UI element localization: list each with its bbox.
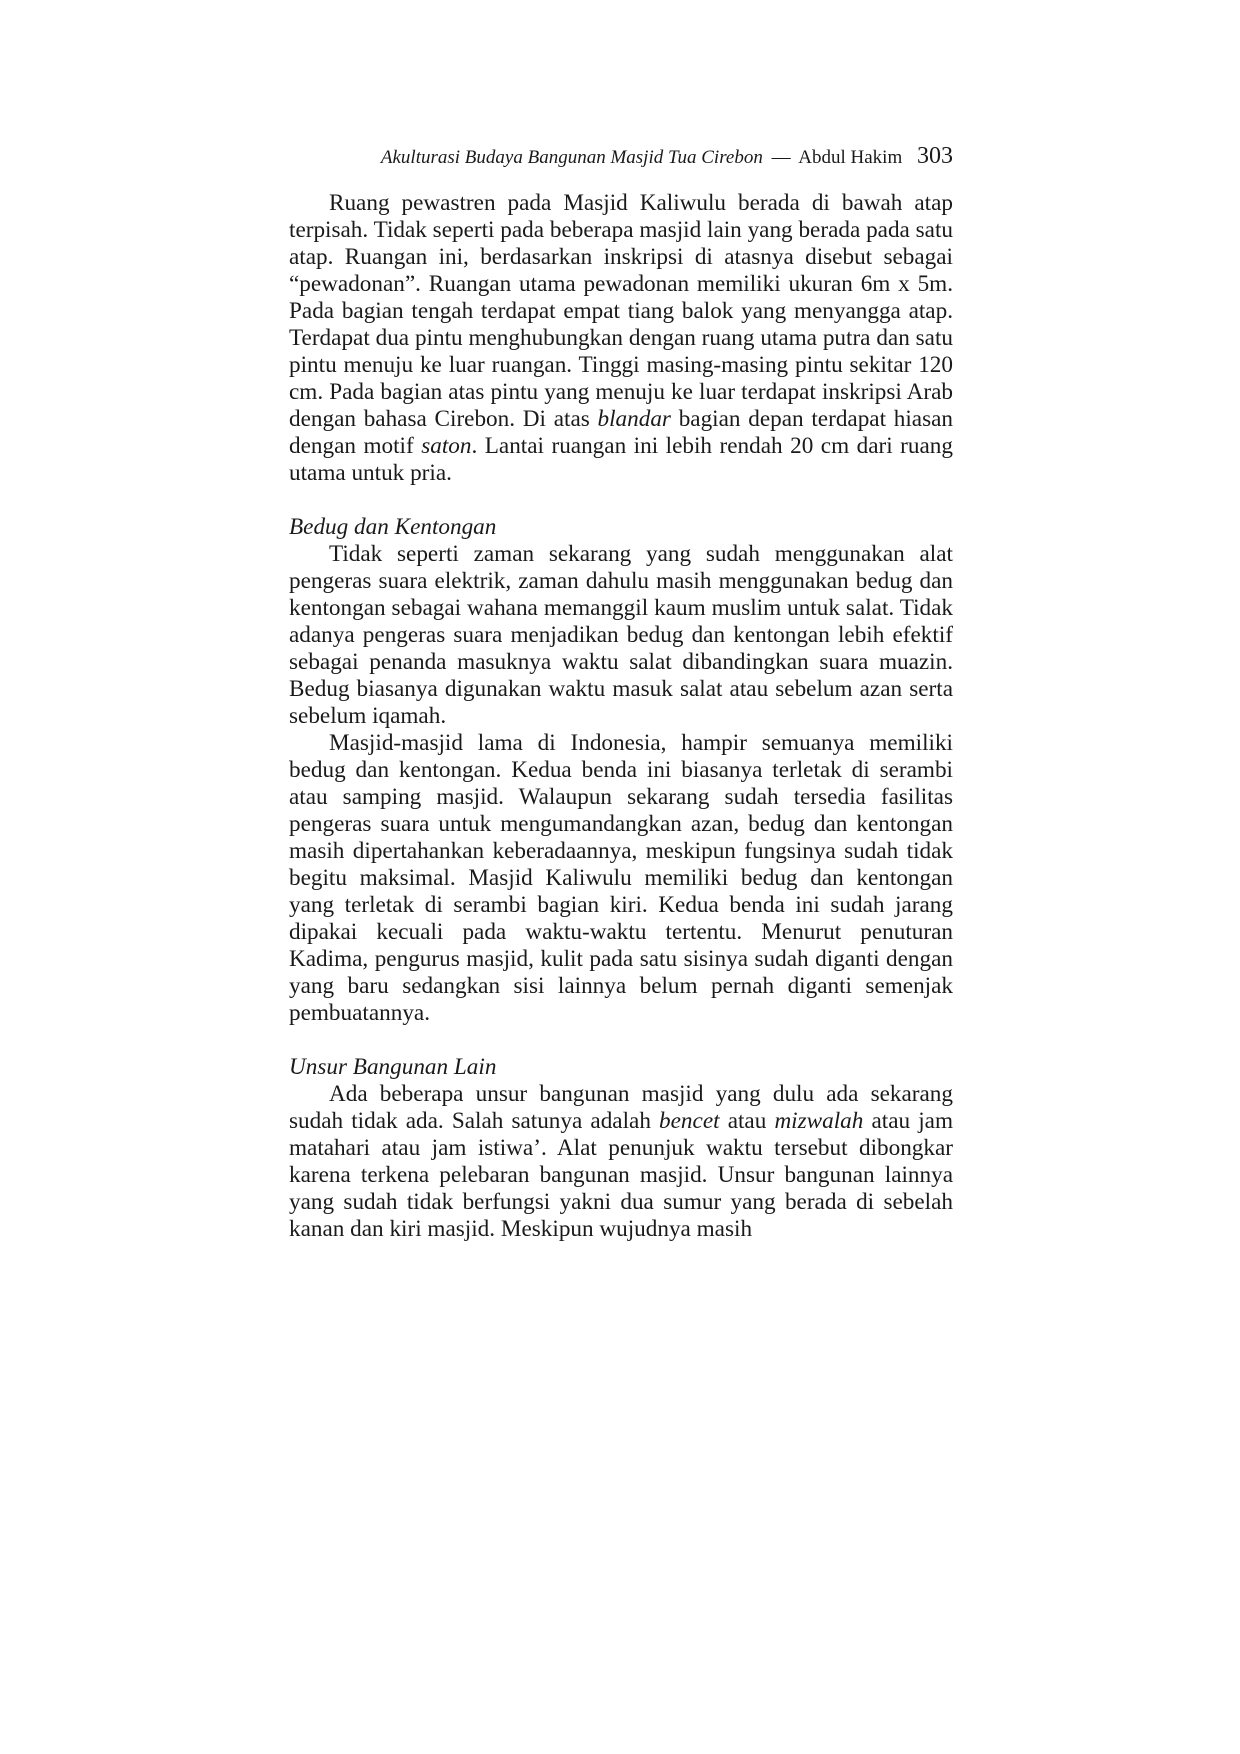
header-dash: — [771, 147, 791, 168]
section-heading-bedug: Bedug dan Kentongan [289, 514, 497, 540]
term-bencet: bencet [659, 1108, 720, 1134]
running-header [289, 136, 953, 176]
term-mizwalah: mizwalah [774, 1108, 864, 1134]
page-number: 303 [917, 143, 953, 169]
section-gap [289, 487, 953, 514]
paragraph-pewastren: Ruang pewastren pada Masjid Kaliwulu berada di bawah atap terpisah. Tidak seperti pada beberapa masjid lain yang berada pada satu atap. Ruangan ini, berdasarkan inskripsi di atasnya disebut sebagai “pewadonan”. Ruangan utama pewadonan memiliki ukuran 6m x 5m. Pada bagian tengah terdapat empat tiang balok yang menyangga atap. Terdapat dua pintu menghubungkan dengan ruang utama putra dan satu pintu menuju ke luar ruangan. Tinggi masing-masing pintu sekitar 120 cm. Pada bagian atas pintu yang menuju ke luar terdapat inskripsi Arab dengan bahasa Cirebon. Di atas blandar bagian depan terdapat hiasan dengan motif saton. Lantai ruangan ini lebih rendah 20 cm dari ruang utama untuk pria. [289, 190, 954, 486]
body-text [289, 190, 953, 1243]
paragraph-unsur: Ada beberapa unsur bangunan masjid yang dulu ada sekarang sudah tidak ada. Salah satunya adalah bencet atau mizwalah atau jam matahari atau jam istiwa’. Alat penunjuk waktu tersebut dibongkar karena terkena pelebaran bangunan masjid. Unsur bangunan lainnya yang sudah tidak berfungsi yakni dua sumur yang berada di sebelah kanan dan kiri masjid. Meskipun wujudnya masih [289, 1081, 953, 1242]
running-title: Akulturasi Budaya Bangunan Masjid Tua Cirebon [380, 147, 763, 168]
section-gap [289, 1027, 953, 1054]
term-blandar: blandar [597, 406, 671, 432]
paragraph-bedug-1: Tidak seperti zaman sekarang yang sudah menggunakan alat pengeras suara elektrik, zaman dahulu masih menggunakan bedug dan kentongan sebagai wahana memanggil kaum muslim untuk salat. Tidak adanya pengeras suara menjadikan bedug dan kentongan lebih efektif sebagai penanda masuknya waktu salat dibandingkan suara muazin. Bedug biasanya digunakan waktu masuk salat atau sebelum azan serta sebelum iqamah. [289, 541, 953, 729]
term-saton: saton [421, 433, 472, 459]
paragraph-bedug-2: Masjid-masjid lama di Indonesia, hampir semuanya memiliki bedug dan kentongan. Kedua benda ini biasanya terletak di serambi atau samping masjid. Walaupun sekarang sudah tersedia fasilitas pengeras suara untuk mengumandangkan azan, bedug dan kentongan masih dipertahankan keberadaannya, meskipun fungsinya sudah tidak begitu maksimal. Masjid Kaliwulu memiliki bedug dan kentongan yang terletak di serambi bagian kiri. Kedua benda ini sudah jarang dipakai kecuali pada waktu-waktu tertentu. Menurut penuturan Kadima, pengurus masjid, kulit pada satu sisinya sudah diganti dengan yang baru sedangkan sisi lainnya belum pernah diganti semenjak pembuatannya. [289, 730, 953, 1026]
page [289, 136, 953, 1243]
section-heading-unsur: Unsur Bangunan Lain [289, 1054, 497, 1080]
header-author: Abdul Hakim [798, 147, 903, 168]
